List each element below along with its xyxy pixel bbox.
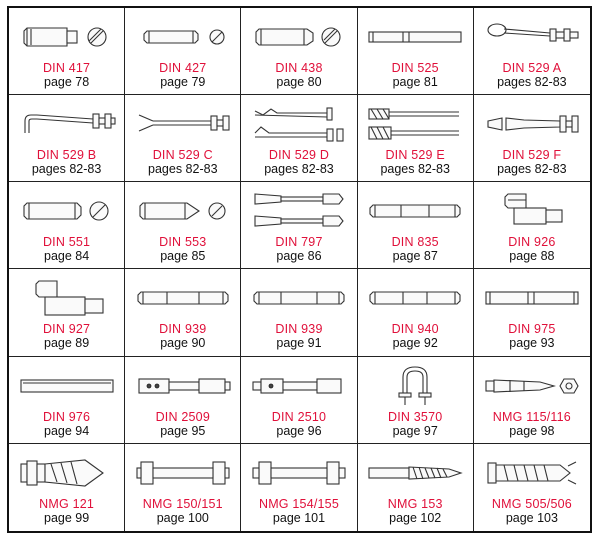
din-code: NMG 150/151 [142,496,223,511]
din-code: NMG 505/506 [491,496,572,511]
din-code: DIN 529 E [385,148,445,163]
catalog-cell[interactable] [474,95,590,182]
stud-bolt-icon [247,275,351,321]
u-bolt-icon [363,363,467,409]
page-ref: page 93 [509,336,555,351]
stud-with-nuts-icon [131,450,235,496]
page-ref: page 84 [44,249,90,264]
split-end-anchor-bolt-icon [131,101,235,147]
page-ref: page 85 [160,249,206,264]
catalog-cell[interactable] [125,444,241,531]
din-code: DIN 976 [42,409,91,424]
slotted-set-screw-cone-point-icon [131,188,235,234]
slotted-set-screw-cup-point-icon [247,14,351,60]
catalog-cell[interactable] [125,8,241,95]
catalog-cell[interactable] [241,95,357,182]
din-code: NMG 154/155 [258,496,339,511]
catalog-cell[interactable] [474,357,590,444]
catalog-cell[interactable] [358,8,474,95]
din-code: DIN 417 [42,61,91,75]
catalog-cell[interactable] [9,357,125,444]
page-ref: page 103 [505,510,558,525]
catalog-cell[interactable] [125,357,241,444]
weld-stud-icon [363,14,467,60]
page-ref: pages 82-83 [148,162,218,177]
shoulder-screw-icon [15,275,119,321]
fastener-index-grid [7,6,592,533]
catalog-cell[interactable] [241,444,357,531]
din-code: DIN 835 [391,235,439,250]
page-ref: page 102 [389,510,442,525]
din-code: DIN 529 B [36,148,97,163]
catalog-cell[interactable] [9,269,125,356]
din-code: DIN 529 D [268,148,330,163]
catalog-cell[interactable] [125,182,241,269]
page-ref: pages 82-83 [497,75,567,89]
din-code: DIN 529 C [152,148,213,163]
catalog-cell[interactable] [9,182,125,269]
din-code: NMG 115/116 [492,409,571,424]
catalog-cell[interactable] [358,95,474,182]
catalog-cell[interactable] [241,357,357,444]
eye-anchor-bolt-icon [480,14,584,60]
expansion-anchor-bolt-icon [15,450,119,496]
catalog-cell[interactable] [125,95,241,182]
page-ref: page 98 [509,423,555,438]
reduced-shank-stud-icon [247,363,351,409]
din-code: DIN 926 [508,235,556,250]
din-code: DIN 553 [159,235,207,250]
din-code: DIN 2510 [271,409,327,424]
din-code: DIN 940 [391,322,439,337]
catalog-cell[interactable] [241,182,357,269]
catalog-cell[interactable] [241,269,357,356]
din-code: DIN 2509 [155,409,210,424]
page-ref: pages 82-83 [264,162,334,177]
page-ref: pages 82-83 [380,162,450,177]
din-code: DIN 525 [391,61,439,75]
flange-stud-bolt-icon [131,363,235,409]
page-ref: page 99 [44,510,90,525]
page-ref: page 80 [276,75,322,89]
din-code: DIN 529 A [502,61,562,75]
page-ref: pages 82-83 [497,162,567,177]
slotted-set-screw-long-dog-point-icon [15,14,119,60]
catalog-cell[interactable] [9,95,125,182]
catalog-cell[interactable] [9,444,125,531]
page-ref: page 89 [44,336,90,351]
double-end-stud-icon [363,188,467,234]
din-code: DIN 3570 [387,409,443,424]
fishtail-anchor-bolt-icon [247,101,351,147]
slotted-shoulder-screw-icon [480,188,584,234]
din-code: DIN 797 [275,235,323,250]
page-ref: page 81 [392,75,438,89]
din-code: DIN 975 [508,322,556,337]
catalog-cell[interactable] [9,8,125,95]
din-code: DIN 438 [275,61,323,75]
stud-bolt-icon [131,275,235,321]
catalog-cell[interactable] [474,8,590,95]
catalog-cell[interactable] [241,8,357,95]
hook-anchor-bolt-icon [15,101,119,147]
tapered-anchor-bolt-icon [480,101,584,147]
din-code: DIN 551 [42,235,91,250]
catalog-cell[interactable] [474,444,590,531]
plastic-wall-plug-icon [480,450,584,496]
page-ref: page 92 [392,336,438,351]
catalog-cell[interactable] [474,182,590,269]
anchor-bolt-pair-icon [247,188,351,234]
lag-screw-icon [363,450,467,496]
catalog-cell[interactable] [358,357,474,444]
catalog-cell[interactable] [358,444,474,531]
slotted-set-screw-flat-point-icon [15,188,119,234]
page-ref: page 86 [276,249,322,264]
stud-with-nuts-icon [247,450,351,496]
page-ref: page 87 [392,249,438,264]
din-code: DIN 939 [159,322,207,337]
sleeve-anchor-icon [480,363,584,409]
page-ref: page 79 [160,75,206,89]
page-ref: page 96 [276,423,322,438]
twisted-anchor-bolt-icon [363,101,467,147]
page-ref: pages 82-83 [31,162,102,177]
slotted-headless-screw-icon [131,14,235,60]
din-code: NMG 121 [39,496,95,511]
din-code: DIN 529 F [502,148,562,163]
threaded-rod-long-icon [15,363,119,409]
stud-bolt-icon [363,275,467,321]
page-ref: page 101 [272,510,326,525]
page-ref: page 88 [509,249,555,264]
catalog-cell[interactable] [125,269,241,356]
din-code: DIN 927 [42,322,91,337]
din-code: DIN 427 [159,61,207,75]
page-ref: page 97 [392,423,438,438]
page-ref: page 94 [44,423,90,438]
page-ref: page 95 [160,423,206,438]
threaded-rod-icon [480,275,584,321]
page-ref: page 100 [156,510,209,525]
catalog-cell[interactable] [474,269,590,356]
page-ref: page 90 [160,336,206,351]
catalog-cell[interactable] [358,182,474,269]
page-ref: page 78 [44,75,90,89]
catalog-cell[interactable] [358,269,474,356]
din-code: DIN 939 [275,322,323,337]
page-ref: page 91 [276,336,322,351]
din-code: NMG 153 [387,496,443,511]
